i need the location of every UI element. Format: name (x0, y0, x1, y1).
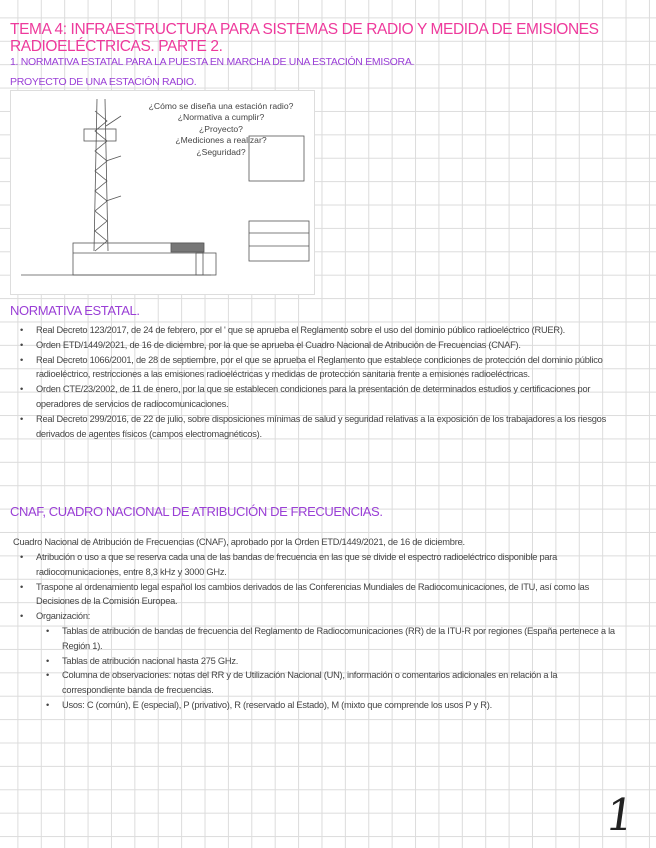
cnaf-heading: CNAF, CUADRO NACIONAL DE ATRIBUCIÓN DE FRECUENCIAS. (10, 504, 383, 519)
list-item: • Traspone al ordenamiento legal español los cambios derivados de las Conferencias Mundiales de Radiocomunicaciones, de ITU, así como las Decisiones de la Comisión Europea. (10, 580, 615, 610)
list-item: • Real Decreto 123/2017, de 24 de febrero, por el ' que se aprueba el Reglamento sobre el uso del dominio público radioeléctrico (RUER). (10, 323, 635, 338)
list-item: • Real Decreto 1066/2001, de 28 de septiembre, por el que se aprueba el Reglamento que establece condiciones de protección del dominio público radioeléctrico, restricciones a las emisiones radioeléctricas y medidas de protección sanitaria frente a emisiones radioeléctricas. (10, 353, 635, 383)
section-subtitle: 1. NORMATIVA ESTATAL PARA LA PUESTA EN MARCHA DE UNA ESTACIÓN EMISORA. (10, 56, 415, 68)
sub-list-item: • Tablas de atribución de bandas de frecuencia del Reglamento de Radiocomunicaciones (RR) de la ITU-R por regiones (España pertenece a la Región 1). (10, 624, 615, 654)
project-heading: PROYECTO DE UNA ESTACIÓN RADIO. (10, 76, 197, 88)
list-item: • Organización: (10, 609, 615, 624)
cnaf-intro: Cuadro Nacional de Atribución de Frecuencias (CNAF), aprobado por la Orden ETD/1449/2021, de 16 de diciembre. (13, 537, 465, 547)
page-number: 1 (602, 790, 638, 841)
sub-list-item: • Usos: C (común), E (especial), P (privativo), R (reservado al Estado), M (mixto que comprende los usos P y R). (10, 698, 615, 713)
sub-list-item: • Columna de observaciones: notas del RR y de Utilización Nacional (UN), información o comentarios adicionales en relación a la correspondiente banda de frecuencias. (10, 668, 615, 698)
normativa-list (10, 323, 635, 441)
question: ¿Mediciones a realizar? (175, 135, 267, 146)
page-title: TEMA 4: INFRAESTRUCTURA PARA SISTEMAS DE RADIO Y MEDIDA DE EMISIONES RADIOELÉCTRICAS. PARTE 2. (10, 21, 599, 55)
question: ¿Normativa a cumplir? (177, 112, 265, 123)
list-item: • Atribución o uso a que se reserva cada una de las bandas de frecuencia en las que se divide el espectro radioeléctrico disponible para radiocomunicaciones, entre 8,3 kHz y 3000 GHz. (10, 550, 615, 580)
list-item: • Real Decreto 299/2016, de 22 de julio, sobre disposiciones mínimas de salud y seguridad relativas a la exposición de los trabajadores a los riesgos derivados de agentes físicos (campos electromagnéticos). (10, 412, 635, 442)
question: ¿Seguridad? (196, 146, 246, 157)
question: ¿Cómo se diseña una estación radio? (148, 101, 294, 111)
radio-station-drawing (10, 90, 315, 295)
figure-questions (131, 101, 311, 158)
question: ¿Proyecto? (199, 123, 243, 134)
sub-list-item: • Tablas de atribución nacional hasta 275 GHz. (10, 654, 615, 669)
list-item: • Orden CTE/23/2002, de 11 de enero, por la que se establecen condiciones para la presentación de determinados estudios y certificaciones por operadores de servicios de radiocomunicaciones. (10, 382, 635, 412)
cnaf-list (10, 550, 615, 713)
normativa-heading: NORMATIVA ESTATAL. (10, 303, 140, 318)
list-item: • Orden ETD/1449/2021, de 16 de diciembre, por la que se aprueba el Cuadro Nacional de Atribución de Frecuencias (CNAF). (10, 338, 635, 353)
